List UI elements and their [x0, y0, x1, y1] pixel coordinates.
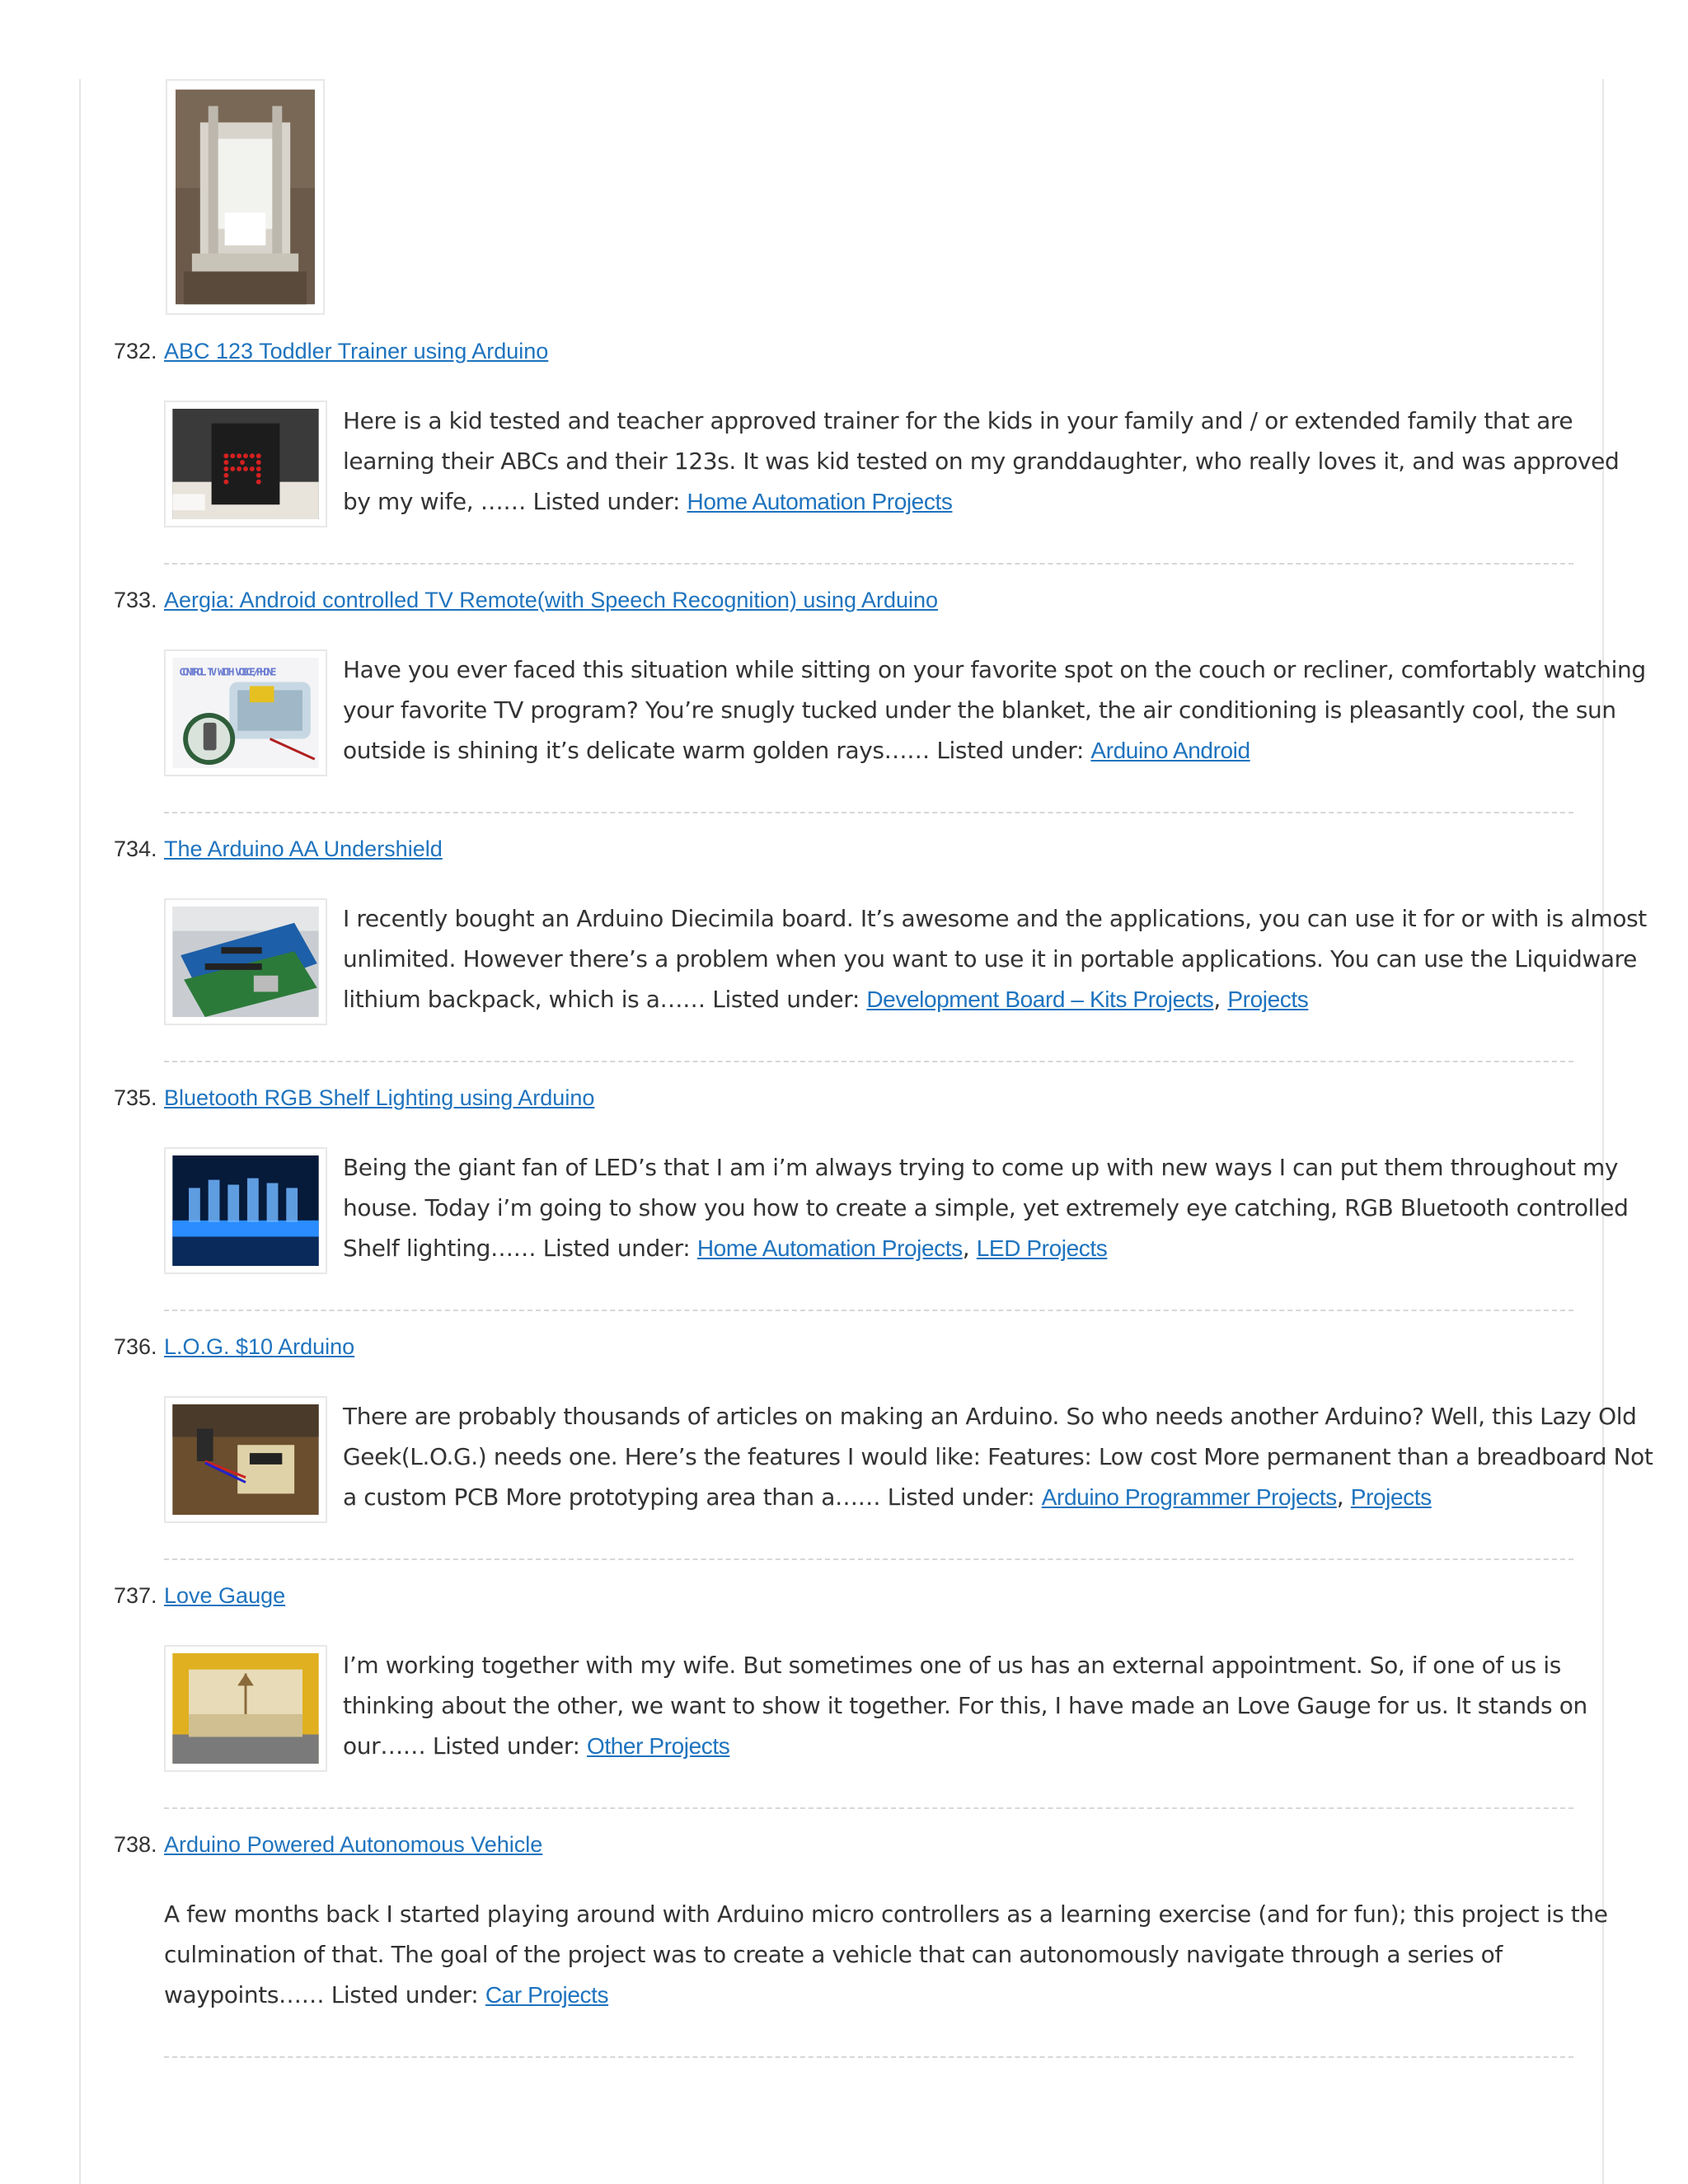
log-arduino-image [172, 1404, 319, 1515]
entry-number: 735. [114, 1085, 157, 1110]
entry-description: There are probably thousands of articles on making an Arduino. So who needs another Arduino? Well, this Lazy Old Geek(L.O.G.) needs one. Here’s the features I would like: Features: Low cost More permanent than a breadboard Not a custom PCB More prototyping area than a…… Listed under: Arduino Programmer Projects, Projects [343, 1403, 1653, 1511]
category-link[interactable]: Projects [1227, 987, 1309, 1012]
category-link[interactable]: Arduino Android [1090, 738, 1250, 763]
category-link[interactable]: Arduino Programmer Projects [1041, 1484, 1337, 1510]
toddler-trainer-image [172, 409, 319, 519]
entry-title-link[interactable]: Love Gauge [164, 1583, 286, 1608]
entry-thumbnail[interactable] [164, 649, 327, 776]
separator [164, 1310, 1573, 1311]
list-item [81, 1579, 1602, 1828]
list-item [81, 832, 1647, 1081]
separator [164, 1807, 1573, 1809]
entry-number: 738. [114, 1832, 157, 1857]
entry-thumbnail[interactable] [164, 1396, 327, 1523]
project-list [81, 335, 1653, 2077]
robot-printer-image [176, 89, 315, 305]
content-column [79, 79, 1653, 2184]
separator [164, 2056, 1573, 2058]
separator [164, 1558, 1573, 1560]
entry-thumbnail[interactable] [164, 1147, 327, 1274]
list-item [81, 335, 1620, 583]
entry-title-link[interactable]: The Arduino AA Undershield [164, 837, 443, 861]
category-link[interactable]: Other Projects [586, 1733, 730, 1759]
list-item [81, 1330, 1653, 1579]
entry-title-link[interactable]: Arduino Powered Autonomous Vehicle [164, 1832, 543, 1857]
previous-entry-thumbnail[interactable] [166, 79, 325, 315]
separator [164, 812, 1573, 813]
entry-title-link[interactable]: ABC 123 Toddler Trainer using Arduino [164, 339, 549, 363]
aa-undershield-image [172, 907, 319, 1017]
entry-number: 733. [114, 588, 157, 612]
entry-thumbnail[interactable] [164, 1645, 327, 1772]
entry-thumbnail[interactable] [164, 898, 327, 1025]
entry-description: I recently bought an Arduino Diecimila board. It’s awesome and the applications, you can use it for or with is almost unlimited. However there’s a problem when you want to use it in portable applications. You can use the Liquidware lithium backpack, which is a…… Listed under: Development Board – Kits Projects, Projects [343, 905, 1647, 1013]
entry-number: 736. [114, 1334, 157, 1359]
list-item [81, 583, 1646, 832]
separator [164, 563, 1573, 565]
list-item [81, 1828, 1608, 2077]
category-link[interactable]: Car Projects [485, 1982, 609, 2008]
entry-description: A few months back I started playing around with Arduino micro controllers as a learning exercise (and for fun); this project is the culmination of that. The goal of the project was to create a vehicle that can autonomously navigate through a series of waypoints…… Listed under: Car Projects [164, 1900, 1608, 2008]
list-item [81, 1081, 1629, 1330]
category-link[interactable]: Home Automation Projects [687, 489, 953, 514]
category-link[interactable]: LED Projects [976, 1235, 1108, 1261]
entry-description: Here is a kid tested and teacher approved trainer for the kids in your family and / or extended family that are learning their ABCs and their 123s. It was kid tested on my granddaughter, who really loves it, and was approved by my wife, …… Listed under: Home Automation Projects [343, 407, 1620, 515]
separator [164, 1061, 1573, 1062]
entry-number: 734. [114, 837, 157, 861]
entry-number: 737. [114, 1583, 157, 1608]
entry-number: 732. [114, 339, 157, 363]
entry-description: I’m working together with my wife. But sometimes one of us has an external appointment. So, if one of us is thinking about the other, we want to show it together. For this, I have made an Love Gauge for us. It stands on our…… Listed under: Other Projects [343, 1652, 1587, 1760]
entry-thumbnail[interactable] [164, 401, 327, 527]
category-link[interactable]: Home Automation Projects [696, 1235, 963, 1261]
tv-remote-image [172, 658, 319, 768]
thumbnail-caption: CONTROL TV WITH VOICE/PHONE [179, 666, 277, 679]
category-link[interactable]: Development Board – Kits Projects [866, 987, 1214, 1012]
entry-title-link[interactable]: Bluetooth RGB Shelf Lighting using Arduino [164, 1085, 595, 1110]
entry-description: Have you ever faced this situation while sitting on your favorite spot on the couch or recliner, comfortably watching your favorite TV program? You’re snugly tucked under the blanket, the air conditioning is pleasantly cool, the sun outside is shining it’s delicate warm golden rays…… Listed under: Arduino Android [343, 656, 1646, 764]
entry-title-link[interactable]: L.O.G. $10 Arduino [164, 1334, 355, 1359]
entry-title-link[interactable]: Aergia: Android controlled TV Remote(with Speech Recognition) using Arduino [164, 588, 939, 612]
shelf-lighting-image [172, 1155, 319, 1266]
love-gauge-image [172, 1653, 319, 1764]
category-link[interactable]: Projects [1350, 1484, 1432, 1510]
entry-description: Being the giant fan of LED’s that I am i’m always trying to come up with new ways I can put them throughout my house. Today i’m going to show you how to create a simple, yet extremely eye catching, RGB Bluetooth controlled Shelf lighting…… Listed under: Home Automation Projects, LED Projects [343, 1154, 1629, 1262]
